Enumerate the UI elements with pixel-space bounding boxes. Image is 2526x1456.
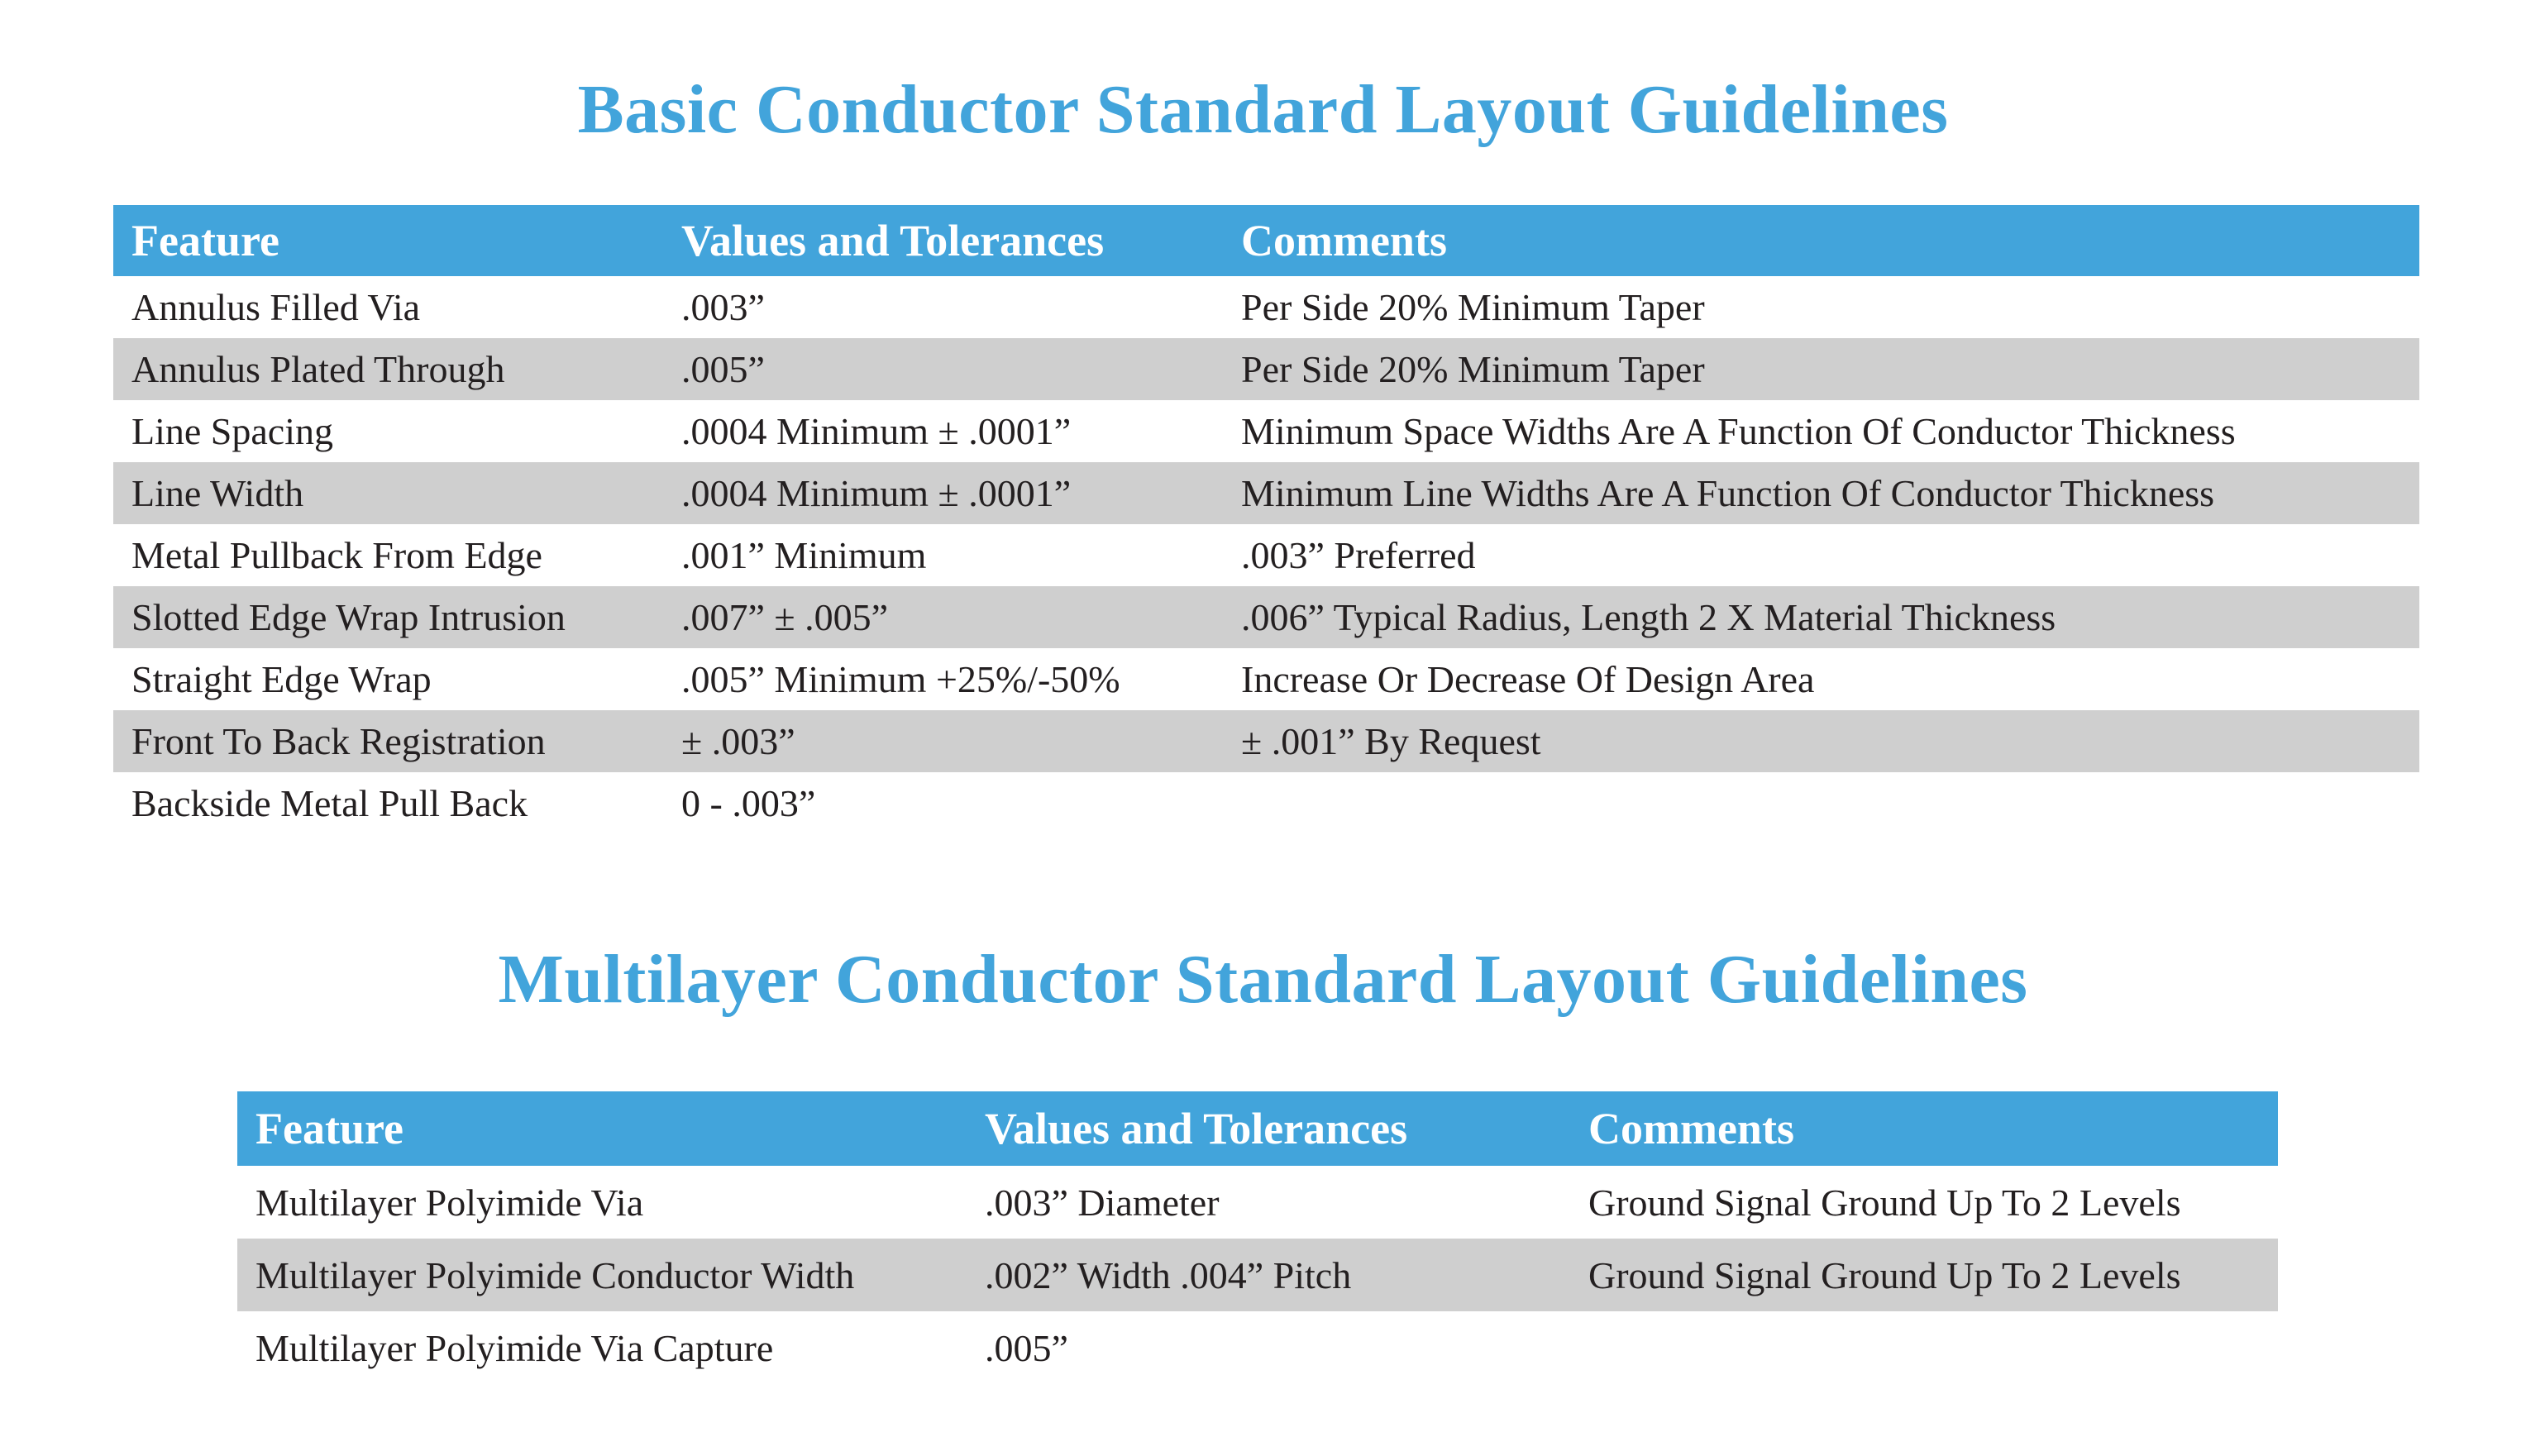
value-cell: 0 - .003” [681,782,816,824]
value-cell: .0004 Minimum ± .0001” [681,410,1072,452]
header-values: Values and Tolerances [967,1091,1570,1166]
comment-cell: .006” Typical Radius, Length 2 X Material Thickness [1223,586,2419,648]
table-row [113,338,2419,400]
table-row [113,524,2419,586]
value-cell: .001” Minimum [681,534,927,576]
multilayer-section-title: Multilayer Conductor Standard Layout Guidelines [498,941,2028,1018]
table-row [113,772,2419,834]
header-comments: Comments [1570,1091,2278,1166]
comment-cell [1570,1311,2278,1384]
table-row [237,1239,2278,1311]
feature-cell: Front To Back Registration [113,710,663,772]
comment-cell: Ground Signal Ground Up To 2 Levels [1588,1181,2181,1224]
table-row [113,400,2419,462]
comment-cell: Per Side 20% Minimum Taper [1223,338,2419,400]
feature-cell: Annulus Plated Through [113,338,663,400]
value-cell: .003” [681,286,765,328]
feature-cell: Metal Pullback From Edge [131,534,542,576]
value-cell: .002” Width .004” Pitch [967,1239,1570,1311]
table-row [113,648,2419,710]
comment-cell: Minimum Space Widths Are A Function Of Conductor Thickness [1241,410,2236,452]
value-cell: .007” ± .005” [663,586,1223,648]
comment-cell: ± .001” By Request [1223,710,2419,772]
multilayer-guidelines-table [237,1091,2278,1384]
value-cell: .005” [985,1326,1068,1369]
table-row [237,1311,2278,1384]
header-feature: Feature [113,205,663,276]
comment-cell: Minimum Line Widths Are A Function Of Conductor Thickness [1223,462,2419,524]
comment-cell [1223,772,2419,834]
feature-cell: Straight Edge Wrap [131,658,432,700]
feature-cell: Multilayer Polyimide Conductor Width [237,1239,967,1311]
table-row [113,710,2419,772]
table-row [113,276,2419,338]
table-header-row [113,205,2419,276]
value-cell: .005” [663,338,1223,400]
feature-cell: Annulus Filled Via [131,286,421,328]
comment-cell: .003” Preferred [1241,534,1476,576]
comment-cell: Increase Or Decrease Of Design Area [1241,658,1815,700]
basic-guidelines-table [113,205,2419,834]
basic-section-title: Basic Conductor Standard Layout Guidelines [577,71,1949,148]
value-cell: .005” Minimum +25%/-50% [681,658,1120,700]
feature-cell: Backside Metal Pull Back [131,782,528,824]
feature-cell: Line Spacing [131,410,333,452]
table-row [237,1166,2278,1239]
value-cell: .003” Diameter [985,1181,1220,1224]
value-cell: .0004 Minimum ± .0001” [663,462,1223,524]
header-comments: Comments [1223,205,2419,276]
value-cell: ± .003” [663,710,1223,772]
feature-cell: Multilayer Polyimide Via Capture [255,1326,774,1369]
header-values: Values and Tolerances [663,205,1223,276]
table-header-row [237,1091,2278,1166]
feature-cell: Slotted Edge Wrap Intrusion [113,586,663,648]
table-row [113,462,2419,524]
comment-cell: Per Side 20% Minimum Taper [1241,286,1705,328]
table-row [113,586,2419,648]
comment-cell: Ground Signal Ground Up To 2 Levels [1570,1239,2278,1311]
feature-cell: Line Width [113,462,663,524]
header-feature: Feature [237,1091,967,1166]
feature-cell: Multilayer Polyimide Via [255,1181,644,1224]
